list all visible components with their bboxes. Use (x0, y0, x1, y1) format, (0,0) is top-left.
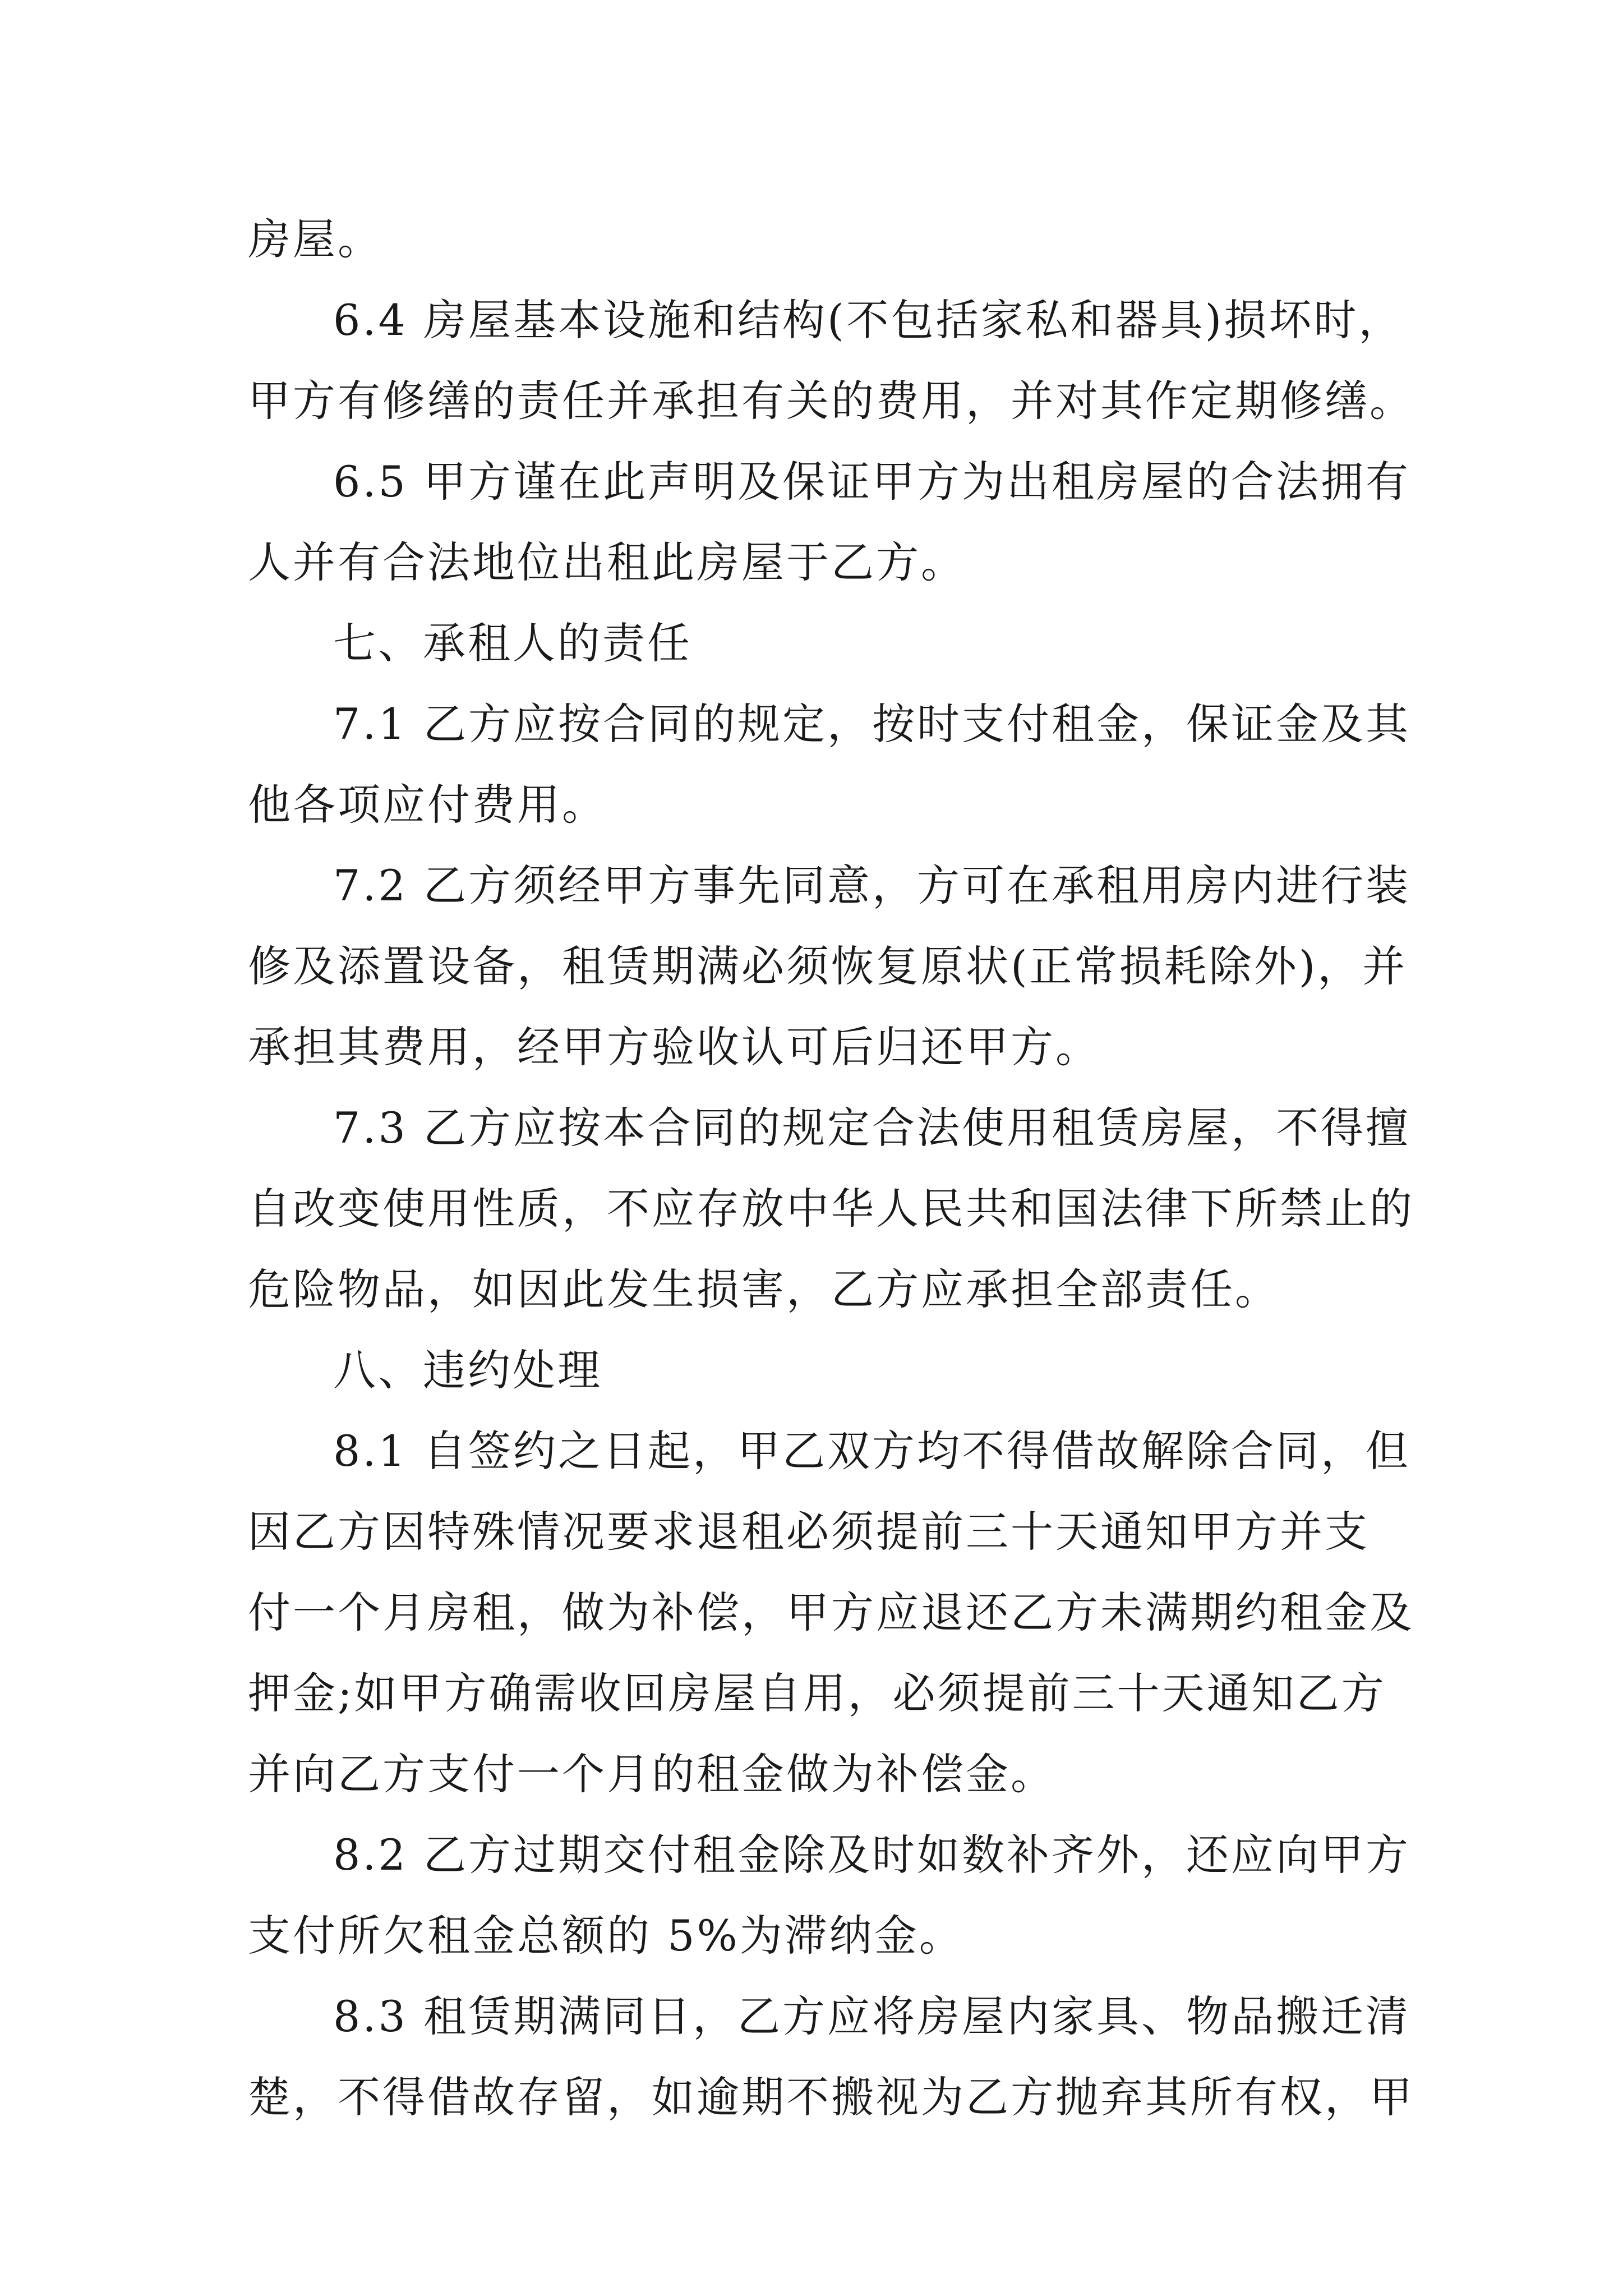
text-line: 他各项应付费用。 (248, 780, 607, 830)
section-heading-7: 七、承租人的责任 (333, 618, 692, 668)
text-line: 危险物品，如因此发生损害，乙方应承担全部责任。 (248, 1264, 1280, 1314)
text-line: 自改变使用性质，不应存放中华人民共和国法律下所禁止的 (248, 1184, 1414, 1234)
text-line: 支付所欠租金总额的 5%为滞纳金。 (248, 1911, 964, 1961)
text-line: 押金;如甲方确需收回房屋自用，必须提前三十天通知乙方 (248, 1668, 1386, 1718)
contract-text-body (248, 199, 1414, 2138)
clause-7-3-line: 7.3 乙方应按本合同的规定合法使用租赁房屋，不得擅 (333, 1103, 1411, 1153)
text-line: 修及添置设备，租赁期满必须恢复原状(正常损耗除外)，并 (248, 941, 1408, 991)
clause-8-1-line: 8.1 自签约之日起，甲乙双方均不得借故解除合同，但 (333, 1426, 1411, 1476)
clause-6-5-line: 6.5 甲方谨在此声明及保证甲方为出租房屋的合法拥有 (333, 457, 1411, 507)
text-line: 付一个月房租，做为补偿，甲方应退还乙方未满期约租金及 (248, 1588, 1414, 1637)
text-line: 因乙方因特殊情况要求退租必须提前三十天通知甲方并支 (248, 1507, 1370, 1557)
text-line: 承担其费用，经甲方验收认可后归还甲方。 (248, 1022, 1100, 1072)
text-line: 甲方有修缮的责任并承担有关的费用，并对其作定期修缮。 (248, 376, 1414, 426)
clause-8-3-line: 8.3 租赁期满同日，乙方应将房屋内家具、物品搬迁清 (333, 1991, 1411, 2041)
clause-7-1-line: 7.1 乙方应按合同的规定，按时支付租金，保证金及其 (333, 699, 1411, 749)
text-line: 人并有合法地位出租此房屋于乙方。 (248, 537, 966, 587)
clause-8-2-line: 8.2 乙方过期交付租金除及时如数补齐外，还应向甲方 (333, 1830, 1411, 1880)
text-line: 并向乙方支付一个月的租金做为补偿金。 (248, 1749, 1055, 1799)
text-line: 楚，不得借故存留，如逾期不搬视为乙方抛弃其所有权，甲 (248, 2072, 1414, 2122)
section-heading-8: 八、违约处理 (333, 1345, 602, 1395)
text-line: 房屋。 (248, 214, 382, 264)
clause-6-4-line: 6.4 房屋基本设施和结构(不包括家私和器具)损坏时， (333, 295, 1404, 345)
clause-7-2-line: 7.2 乙方须经甲方事先同意，方可在承租用房内进行装 (333, 861, 1411, 910)
